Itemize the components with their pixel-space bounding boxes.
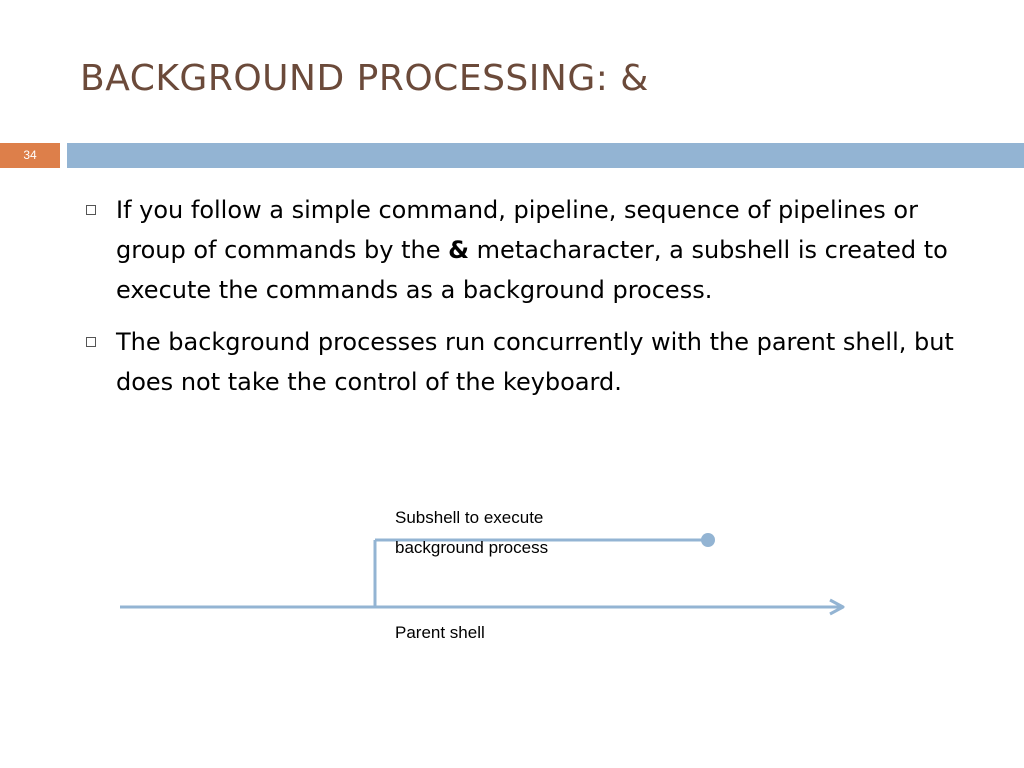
bullet-text: The background processes run concurrently with the parent shell, but does not take the control of the keyboard.: [116, 328, 954, 396]
bullet-square-icon: [86, 337, 96, 347]
header-bar: [0, 143, 1024, 168]
accent-bar: [67, 143, 1024, 168]
slide-title: BACKGROUND PROCESSING: &: [80, 58, 649, 99]
subshell-label-line: background process: [395, 538, 549, 557]
bullet-square-icon: [86, 205, 96, 215]
bullet-text-part: If you follow a simple command, pipeline, sequence of pipelines or group of commands by the: [116, 196, 918, 264]
subshell-label-line: Subshell to execute: [395, 508, 544, 527]
slide-number: 34: [0, 143, 60, 168]
bullet-item: [80, 322, 960, 402]
bullet-text-part: metacharacter, a subshell is created to execute the commands as a background process.: [116, 236, 948, 304]
bullet-item: [80, 190, 960, 310]
bullet-list: [80, 190, 960, 414]
subshell-label: [395, 503, 548, 563]
subshell-end-dot: [701, 533, 715, 547]
ampersand-metacharacter: &: [448, 236, 470, 264]
parent-shell-label: Parent shell: [395, 623, 485, 642]
parent-shell-arrowhead: [830, 600, 843, 614]
